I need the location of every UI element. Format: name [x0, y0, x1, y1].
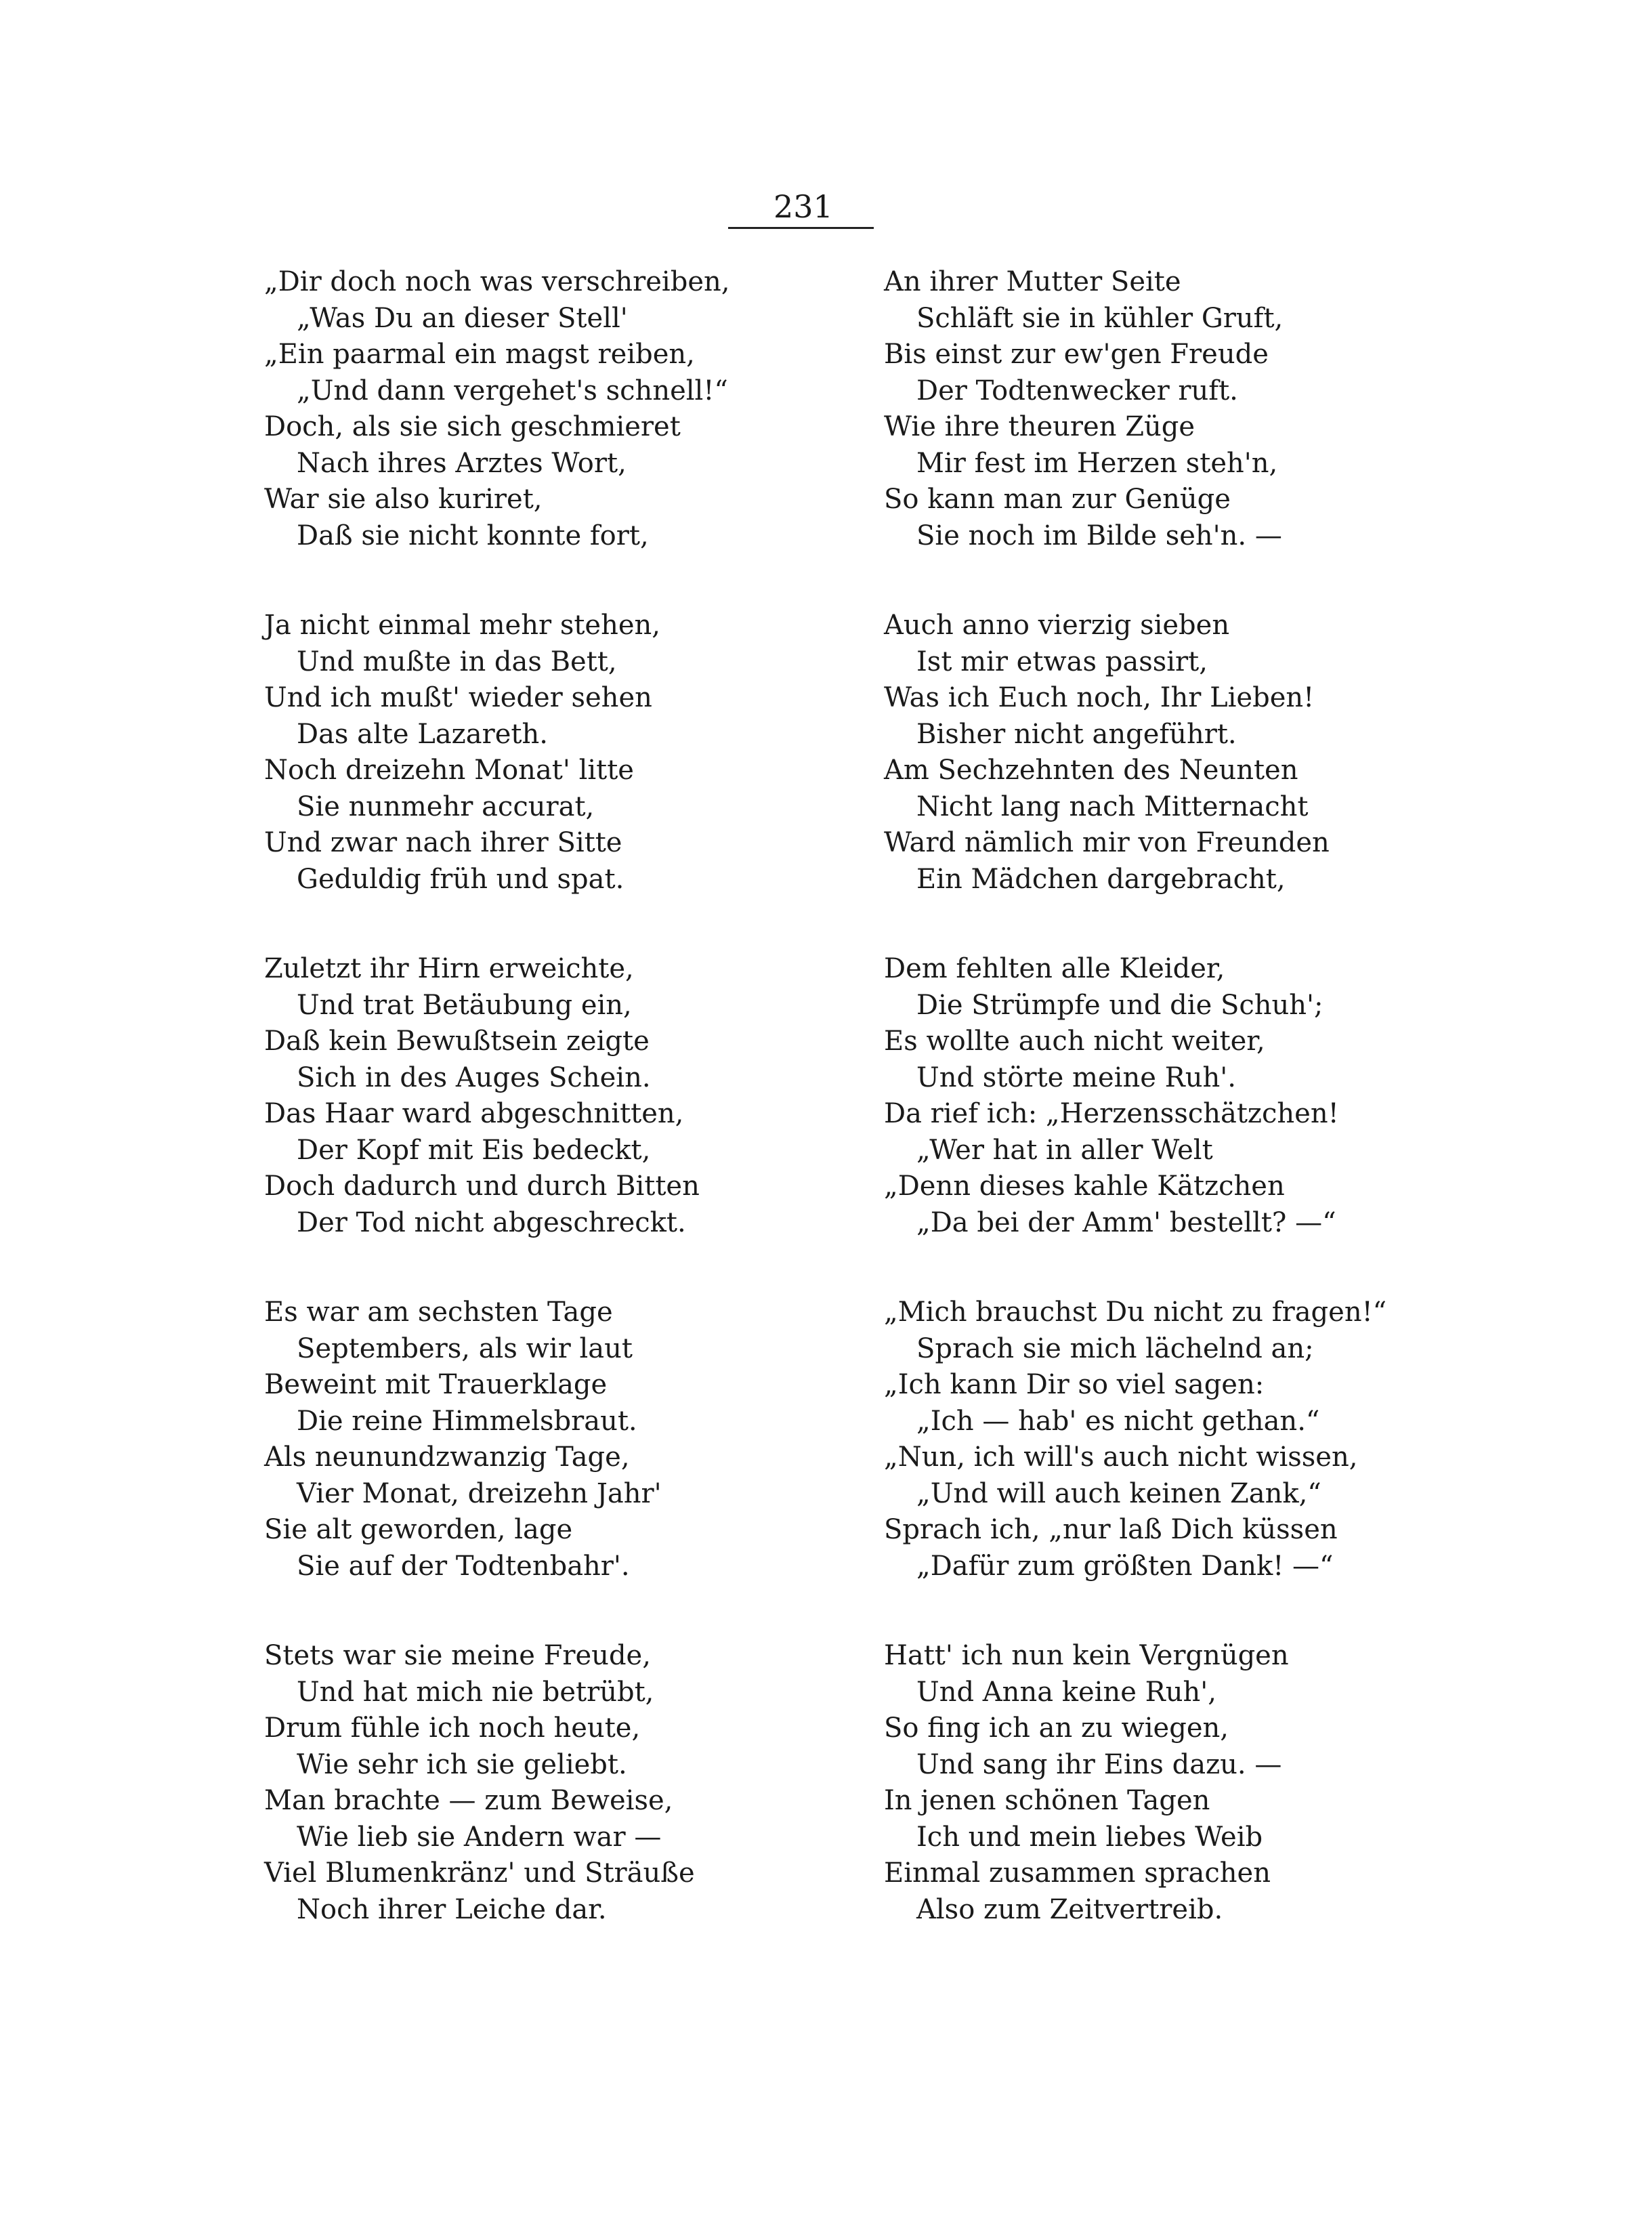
verse-line: „Mich brauchst Du nicht zu fragen!“ [884, 1297, 1387, 1328]
verse-line: Und ich mußt' wieder sehen [264, 682, 652, 713]
verse-line: Auch anno vierzig sieben [884, 610, 1230, 641]
verse-line: Noch ihrer Leiche dar. [297, 1893, 607, 1925]
verse-line: Daß kein Bewußtsein zeigte [264, 1026, 650, 1057]
verse-line: Und mußte in das Bett, [297, 646, 617, 677]
verse-line: Doch, als sie sich geschmieret [264, 411, 681, 442]
verse-line: Also zum Zeitvertreib. [916, 1893, 1223, 1925]
verse-line: War sie also kuriret, [264, 484, 543, 515]
verse-line: Die reine Himmelsbraut. [297, 1405, 637, 1437]
verse-line: Sie noch im Bilde seh'n. — [916, 520, 1282, 551]
verse-line: Ward nämlich mir von Freunden [884, 827, 1330, 858]
verse-line: Vier Monat, dreizehn Jahr' [297, 1477, 662, 1509]
verse-line: Ja nicht einmal mehr stehen, [264, 610, 660, 641]
verse-line: Es wollte auch nicht weiter, [884, 1026, 1265, 1057]
verse-line: Sich in des Auges Schein. [297, 1062, 651, 1093]
verse-line: Wie sehr ich sie geliebt. [297, 1748, 627, 1780]
verse-line: Sie nunmehr accurat, [297, 791, 595, 822]
stanza [264, 1295, 779, 1638]
verse-line: Sie auf der Todtenbahr'. [297, 1550, 630, 1582]
verse-line: Schläft sie in kühler Gruft, [916, 302, 1284, 334]
verse-line: Am Sechzehnten des Neunten [884, 755, 1298, 786]
verse-line: So kann man zur Genüge [884, 484, 1231, 515]
verse-line: So fing ich an zu wiegen, [884, 1713, 1229, 1744]
verse-line: Bisher nicht angeführt. [916, 718, 1237, 750]
verse-line: Nicht lang nach Mitternacht [916, 791, 1309, 822]
verse-line: „Nun, ich will's auch nicht wissen, [884, 1442, 1358, 1473]
verse-line: „Dafür zum größten Dank! —“ [916, 1550, 1334, 1582]
verse-line: Sprach sie mich lächelnd an; [916, 1332, 1314, 1364]
stanza [264, 608, 779, 951]
verse-line: An ihrer Mutter Seite [884, 266, 1181, 297]
verse-line: Hatt' ich nun kein Vergnügen [884, 1640, 1289, 1671]
verse-line: „Ein paarmal ein magst reiben, [264, 339, 695, 370]
left-column [264, 264, 779, 1981]
stanza [884, 951, 1412, 1295]
verse-line: Und störte meine Ruh'. [916, 1062, 1236, 1093]
verse-line: Beweint mit Trauerklage [264, 1369, 608, 1400]
verse-line: Mir fest im Herzen steh'n, [916, 447, 1278, 479]
verse-line: Nach ihres Arztes Wort, [297, 447, 627, 479]
verse-line: Daß sie nicht konnte fort, [297, 520, 649, 551]
verse-line: Zuletzt ihr Hirn erweichte, [264, 953, 634, 984]
verse-line: „Und will auch keinen Zank,“ [916, 1477, 1321, 1509]
verse-line: „Denn dieses kahle Kätzchen [884, 1171, 1285, 1202]
stanza [264, 264, 779, 608]
verse-line: Als neunundzwanzig Tage, [264, 1442, 630, 1473]
verse-line: Einmal zusammen sprachen [884, 1857, 1271, 1889]
verse-line: Doch dadurch und durch Bitten [264, 1171, 700, 1202]
verse-line: Dem fehlten alle Kleider, [884, 953, 1225, 984]
header-rule [728, 227, 874, 229]
verse-line: Der Tod nicht abgeschreckt. [297, 1206, 686, 1238]
stanza [884, 1295, 1412, 1638]
verse-line: Noch dreizehn Monat' litte [264, 755, 634, 786]
verse-line: Die Strümpfe und die Schuh'; [916, 989, 1323, 1021]
verse-line: Wie ihre theuren Züge [884, 411, 1195, 442]
page-number: 231 [774, 188, 833, 225]
verse-line: In jenen schönen Tagen [884, 1785, 1210, 1816]
verse-line: „Und dann vergehet's schnell!“ [297, 375, 728, 406]
verse-line: Und hat mich nie betrübt, [297, 1676, 654, 1708]
verse-line: Was ich Euch noch, Ihr Lieben! [884, 682, 1315, 713]
verse-line: Viel Blumenkränz' und Sträuße [264, 1857, 695, 1889]
right-column [884, 264, 1412, 1981]
verse-line: Ich und mein liebes Weib [916, 1821, 1263, 1853]
verse-line: „Dir doch noch was verschreiben, [264, 266, 730, 297]
verse-line: Sie alt geworden, lage [264, 1514, 573, 1545]
verse-line: Man brachte — zum Beweise, [264, 1785, 673, 1816]
verse-line: Geduldig früh und spat. [297, 863, 624, 895]
verse-line: Es war am sechsten Tage [264, 1297, 613, 1328]
verse-line: Und sang ihr Eins dazu. — [916, 1748, 1282, 1780]
verse-line: Und trat Betäubung ein, [297, 989, 632, 1021]
verse-line: Stets war sie meine Freude, [264, 1640, 651, 1671]
stanza [884, 608, 1412, 951]
verse-line: Drum fühle ich noch heute, [264, 1713, 641, 1744]
stanza [264, 951, 779, 1295]
verse-line: Und Anna keine Ruh', [916, 1676, 1216, 1708]
verse-line: „Ich kann Dir so viel sagen: [884, 1369, 1265, 1400]
verse-line: Ein Mädchen dargebracht, [916, 863, 1286, 895]
verse-line: Bis einst zur ew'gen Freude [884, 339, 1269, 370]
verse-line: Das alte Lazareth. [297, 718, 548, 750]
stanza [264, 1638, 779, 1981]
verse-line: Und zwar nach ihrer Sitte [264, 827, 622, 858]
verse-line: „Was Du an dieser Stell' [297, 302, 628, 334]
verse-line: „Da bei der Amm' bestellt? —“ [916, 1206, 1336, 1238]
verse-line: „Wer hat in aller Welt [916, 1134, 1213, 1166]
verse-line: Wie lieb sie Andern war — [297, 1821, 662, 1853]
stanza [884, 264, 1412, 608]
verse-line: Da rief ich: „Herzensschätzchen! [884, 1098, 1339, 1129]
verse-line: Der Todtenwecker ruft. [916, 375, 1238, 406]
stanza [884, 1638, 1412, 1981]
verse-line: Ist mir etwas passirt, [916, 646, 1208, 677]
verse-line: „Ich — hab' es nicht gethan.“ [916, 1405, 1320, 1437]
verse-line: Sprach ich, „nur laß Dich küssen [884, 1514, 1338, 1545]
verse-line: Der Kopf mit Eis bedeckt, [297, 1134, 651, 1166]
verse-line: Das Haar ward abgeschnitten, [264, 1098, 684, 1129]
verse-line: Septembers, als wir laut [297, 1332, 633, 1364]
